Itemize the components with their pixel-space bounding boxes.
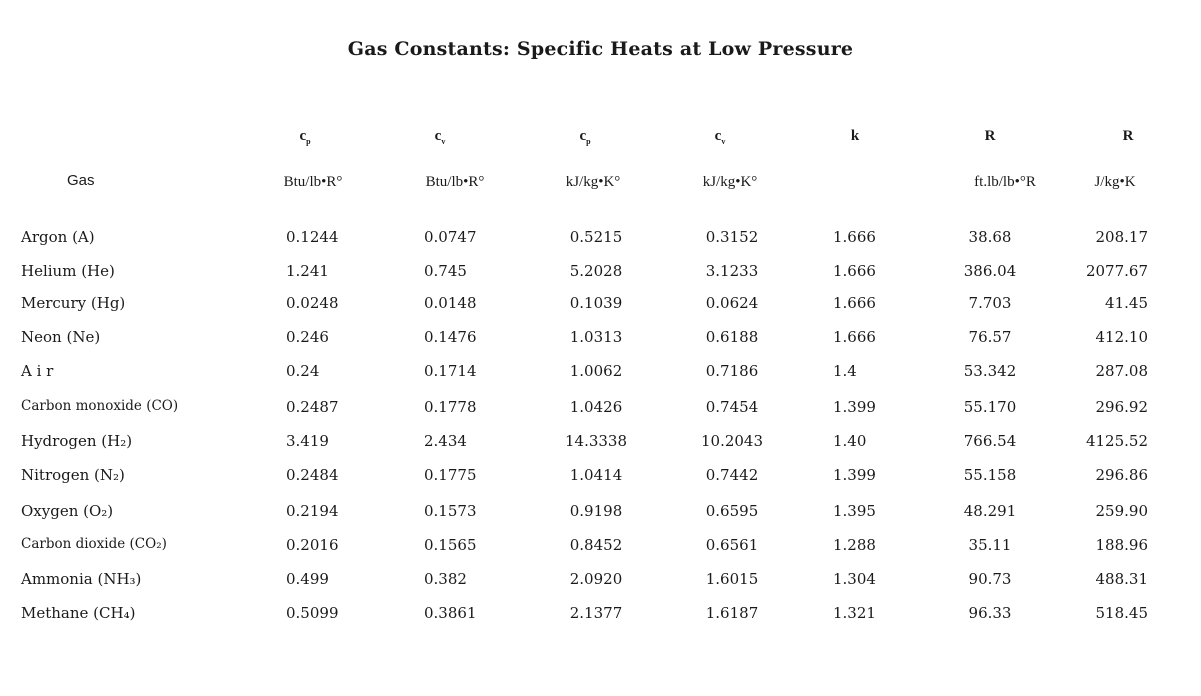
- cell-cp-btu: 0.499: [286, 570, 329, 588]
- col-header-cv-kj: $c_v$: [714, 128, 726, 146]
- cell-r-j: 518.45: [1095, 604, 1148, 622]
- cell-r-j: 488.31: [1095, 570, 1148, 588]
- gas-name: Argon (A): [21, 228, 95, 246]
- cell-k: 1.288: [833, 536, 876, 554]
- gas-name: Oxygen (O₂): [21, 502, 114, 520]
- cell-k: 1.395: [833, 502, 876, 520]
- cell-cp-kj: 0.9198: [569, 502, 623, 520]
- table-row: [0, 362, 1201, 394]
- cell-cp-btu: 0.0248: [286, 294, 339, 312]
- cell-r-ft: 96.33: [968, 604, 1012, 622]
- cell-cp-btu: 3.419: [286, 432, 329, 450]
- cell-cp-btu: 0.246: [286, 328, 329, 346]
- table-row: [0, 502, 1201, 534]
- table-row: [0, 294, 1201, 326]
- cell-k: 1.666: [833, 294, 876, 312]
- cell-cv-kj: 0.6561: [705, 536, 759, 554]
- cell-cp-kj: 5.2028: [569, 262, 623, 280]
- cell-cv-btu: 0.1775: [424, 466, 477, 484]
- cell-k: 1.666: [833, 228, 876, 246]
- table-row: [0, 570, 1201, 602]
- gas-name: Nitrogen (N₂): [21, 466, 125, 484]
- cell-cp-btu: 1.241: [286, 262, 329, 280]
- cell-cp-btu: 0.2484: [286, 466, 339, 484]
- cell-r-ft: 90.73: [968, 570, 1012, 588]
- table-row: [0, 398, 1201, 430]
- col-header-r-j: R: [1122, 128, 1134, 144]
- unit-r-ft: ft.lb/lb•°R: [974, 174, 1036, 190]
- cell-r-j: 4125.52: [1085, 432, 1148, 450]
- cell-r-j: 412.10: [1095, 328, 1148, 346]
- cell-r-j: 2077.67: [1085, 262, 1148, 280]
- cell-r-j: 41.45: [1105, 294, 1148, 312]
- cell-cv-btu: 0.745: [424, 262, 467, 280]
- col-header-cp-kj: $c_p$: [579, 128, 591, 146]
- cell-cp-kj: 0.5215: [569, 228, 623, 246]
- gas-name: Neon (Ne): [21, 328, 101, 346]
- gas-name: Carbon dioxide (CO₂): [21, 536, 167, 552]
- cell-r-j: 296.92: [1095, 398, 1148, 416]
- unit-cv-kj: kJ/kg•K°: [702, 174, 758, 190]
- gas-name: Carbon monoxide (CO): [21, 398, 179, 414]
- cell-cv-kj: 0.7186: [705, 362, 759, 380]
- cell-cp-btu: 0.5099: [286, 604, 339, 622]
- cell-cp-btu: 0.24: [286, 362, 320, 380]
- unit-cv-btu: Btu/lb•R°: [425, 174, 485, 190]
- cell-cp-kj: 1.0426: [569, 398, 623, 416]
- cell-r-ft: 48.291: [963, 502, 1017, 520]
- cell-cv-btu: 0.3861: [424, 604, 477, 622]
- cell-cp-btu: 0.2194: [286, 502, 339, 520]
- cell-cv-kj: 0.6188: [705, 328, 759, 346]
- cell-r-ft: 386.04: [963, 262, 1017, 280]
- unit-cp-kj: kJ/kg•K°: [565, 174, 621, 190]
- cell-r-ft: 76.57: [968, 328, 1012, 346]
- col-header-cv-btu: $c_v$: [434, 128, 446, 146]
- cell-r-ft: 55.158: [963, 466, 1017, 484]
- unit-cp-btu: Btu/lb•R°: [283, 174, 343, 190]
- gas-name: Methane (CH₄): [21, 604, 136, 622]
- cell-cv-kj: 10.2043: [700, 432, 764, 450]
- col-header-r-ft: R: [984, 128, 996, 144]
- cell-k: 1.399: [833, 398, 876, 416]
- cell-cv-btu: 0.1714: [424, 362, 477, 380]
- cell-cv-btu: 0.0148: [424, 294, 477, 312]
- gas-name: Ammonia (NH₃): [21, 570, 142, 588]
- cell-cp-kj: 0.1039: [569, 294, 623, 312]
- cell-r-ft: 35.11: [968, 536, 1012, 554]
- cell-cp-kj: 1.0414: [569, 466, 623, 484]
- cell-r-ft: 7.703: [968, 294, 1012, 312]
- cell-k: 1.399: [833, 466, 876, 484]
- cell-cv-kj: 0.0624: [705, 294, 759, 312]
- cell-cv-kj: 1.6187: [705, 604, 759, 622]
- cell-k: 1.4: [833, 362, 857, 380]
- cell-cv-btu: 0.1573: [424, 502, 477, 520]
- cell-cp-btu: 0.1244: [286, 228, 339, 246]
- cell-cp-btu: 0.2487: [286, 398, 339, 416]
- table-row: [0, 604, 1201, 636]
- cell-cp-kj: 2.0920: [569, 570, 623, 588]
- cell-r-j: 188.96: [1095, 536, 1148, 554]
- cell-k: 1.40: [833, 432, 867, 450]
- cell-r-ft: 55.170: [963, 398, 1017, 416]
- gas-name: Mercury (Hg): [21, 294, 126, 312]
- gas-name: Helium (He): [21, 262, 115, 280]
- cell-cv-btu: 0.1476: [424, 328, 477, 346]
- cell-cp-kj: 2.1377: [569, 604, 623, 622]
- cell-cv-btu: 0.382: [424, 570, 467, 588]
- cell-cv-kj: 3.1233: [705, 262, 759, 280]
- table-row: [0, 262, 1201, 294]
- gas-column-header: Gas: [67, 172, 95, 189]
- col-header-k: k: [850, 128, 860, 144]
- cell-r-ft: 766.54: [963, 432, 1017, 450]
- unit-r-j: J/kg•K: [1094, 174, 1136, 190]
- gas-name: Hydrogen (H₂): [21, 432, 133, 450]
- cell-k: 1.666: [833, 328, 876, 346]
- cell-cv-btu: 2.434: [424, 432, 467, 450]
- cell-r-ft: 38.68: [968, 228, 1012, 246]
- cell-r-j: 208.17: [1095, 228, 1148, 246]
- cell-r-j: 287.08: [1095, 362, 1148, 380]
- cell-k: 1.666: [833, 262, 876, 280]
- cell-cv-kj: 0.7454: [705, 398, 759, 416]
- table-row: [0, 466, 1201, 498]
- cell-r-ft: 53.342: [963, 362, 1017, 380]
- cell-r-j: 296.86: [1095, 466, 1148, 484]
- page-title: Gas Constants: Specific Heats at Low Pressure: [347, 38, 854, 60]
- cell-cv-btu: 0.0747: [424, 228, 477, 246]
- cell-cv-btu: 0.1778: [424, 398, 477, 416]
- cell-cp-kj: 1.0313: [569, 328, 623, 346]
- cell-cp-kj: 1.0062: [569, 362, 623, 380]
- table-row: [0, 228, 1201, 260]
- cell-cv-kj: 0.3152: [705, 228, 759, 246]
- cell-cv-kj: 1.6015: [705, 570, 759, 588]
- cell-k: 1.304: [833, 570, 876, 588]
- gas-name: A i r: [21, 362, 54, 380]
- cell-cv-btu: 0.1565: [424, 536, 477, 554]
- col-header-cp-btu: $c_p$: [299, 128, 311, 146]
- cell-r-j: 259.90: [1095, 502, 1148, 520]
- cell-cv-kj: 0.6595: [705, 502, 759, 520]
- table-row: [0, 536, 1201, 568]
- cell-cp-btu: 0.2016: [286, 536, 339, 554]
- table-row: [0, 432, 1201, 464]
- cell-cv-kj: 0.7442: [705, 466, 759, 484]
- table-row: [0, 328, 1201, 360]
- cell-k: 1.321: [833, 604, 876, 622]
- cell-cp-kj: 14.3338: [564, 432, 628, 450]
- cell-cp-kj: 0.8452: [569, 536, 623, 554]
